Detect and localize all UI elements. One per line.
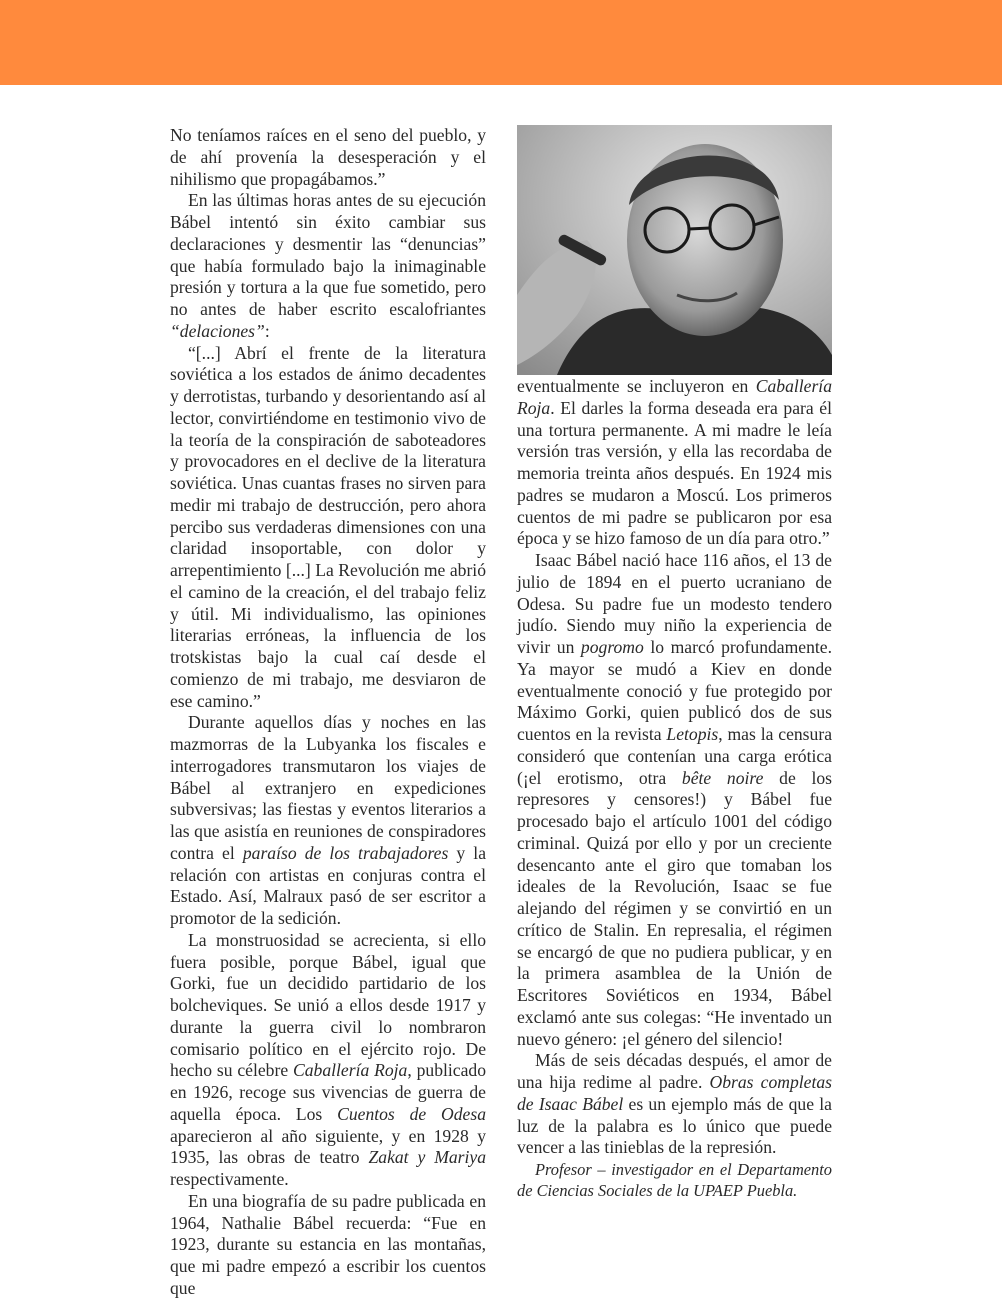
paragraph: En una biografía de su padre publicada en 1964, Nathalie Bábel recuerda: “Fue en 1923, durante su estancia en las montañas, que mi padre empezó a escribir los cuentos que [170, 1190, 486, 1298]
paragraph: eventualmente se incluyeron en Caballería Roja. El darles la forma deseada era para él una tortura permanente. A mi madre le leía versión tras versión, y ella las recordaba de memoria treinta años después. En 1924 mis padres se mudaron a Moscú. Los primeros cuentos de mi padre se publicaron por esa época y se hizo famoso de un día para otro.” [517, 376, 832, 549]
paragraph: La monstruosidad se acrecienta, si ello fuera posible, porque Bábel, igual que Gorki, fue un decidido partidario de los bolcheviques. Se unió a ellos desde 1917 y durante la guerra civil lo nombraron comisario político en el ejército rojo. De hecho su célebre Caballería Roja, publicado en 1926, recoge sus vivencias de guerra de aquella época. Los Cuentos de Odesa aparecieron al año siguiente, y en 1928 y 1935, las obras de teatro Zakat y Mariya respectivamente. [170, 929, 486, 1189]
quote-paragraph: “[...] Abrí el frente de la literatura soviética a los estados de ánimo decadentes y derrotistas, turbando y desorientando así al lector, convirtiéndome en testimonio vivo de la teoría de la conspiración de saboteadores y provocadores en el declive de la literatura soviética. Unas cuantas frases no sirven para medir mi trabajo de destrucción, pero ahora percibo sus verdaderas dimensiones con una claridad insoportable, con dolor y arrepentimiento [...] La Revolución me abrió el camino de la creación, el del trabajo feliz y útil. Mi individualismo, las opiniones literarias erróneas, la influencia de los trotskistas bajo la cual caí desde el comienzo de mi trabajo, me desviaron de ese camino.” [170, 342, 486, 711]
header-band [0, 0, 1002, 85]
author-signature: Profesor – investigador en el Departamento de Ciencias Sociales de la UPAEP Puebla. [517, 1160, 832, 1200]
portrait-illustration [517, 125, 832, 375]
paragraph: Durante aquellos días y noches en las mazmorras de la Lubyanka los fiscales e interrogadores transmutaron los viajes de Bábel al extranjero en expediciones subversivas; las fiestas y eventos literarios a las que asistía en reuniones de conspiradores contra el paraíso de los trabajadores y la relación con artistas en conjuras contra el Estado. Así, Malraux pasó de ser escritor a promotor de la sedición. [170, 712, 487, 928]
paragraph: Más de seis décadas después, el amor de una hija redime al padre. Obras completas de Isaac Bábel es un ejemplo más de que la luz de la palabra es lo único que puede vencer a las tinieblas de la represión. [517, 1050, 832, 1158]
paragraph: En las últimas horas antes de su ejecución Bábel intentó sin éxito cambiar sus declaraciones y desmentir las “denuncias” que había formulado bajo la inimaginable presión y tortura a la que fue sometido, pero no antes de haber escrito escalofriantes “delaciones”: [170, 190, 486, 341]
portrait-photo [517, 125, 832, 375]
right-column [517, 376, 832, 1201]
paragraph: No teníamos raíces en el seno del pueblo, y de ahí provenía la desesperación y el nihilismo que propagábamos.” [170, 125, 486, 189]
left-column [170, 125, 487, 1298]
paragraph: Isaac Bábel nació hace 116 años, el 13 de julio de 1894 en el puerto ucraniano de Odesa. Su padre fue un modesto tendero judío. Siendo muy niño la experiencia de vivir un pogromo lo marcó profundamente. Ya mayor se mudó a Kiev en donde eventualmente conoció y fue protegido por Máximo Gorki, quien publicó dos de sus cuentos en la revista Letopis, mas la censura consideró que contenían una carga erótica (¡el erotismo, otra bête noire de los represores y censores!) y Bábel fue procesado bajo el artículo 1001 del código criminal. Quizá por ello y por un creciente desencanto ante el giro que tomaban los ideales de la Revolución, Isaac se fue alejando del régimen y se convirtió en un crítico de Stalin. En represalia, el régimen se encargó de que no pudiera publicar, y en la primera asamblea de la Unión de Escritores Soviéticos en 1934, Bábel exclamó ante sus colegas: “He inventado un nuevo género: ¡el género del silencio! [517, 550, 833, 1049]
